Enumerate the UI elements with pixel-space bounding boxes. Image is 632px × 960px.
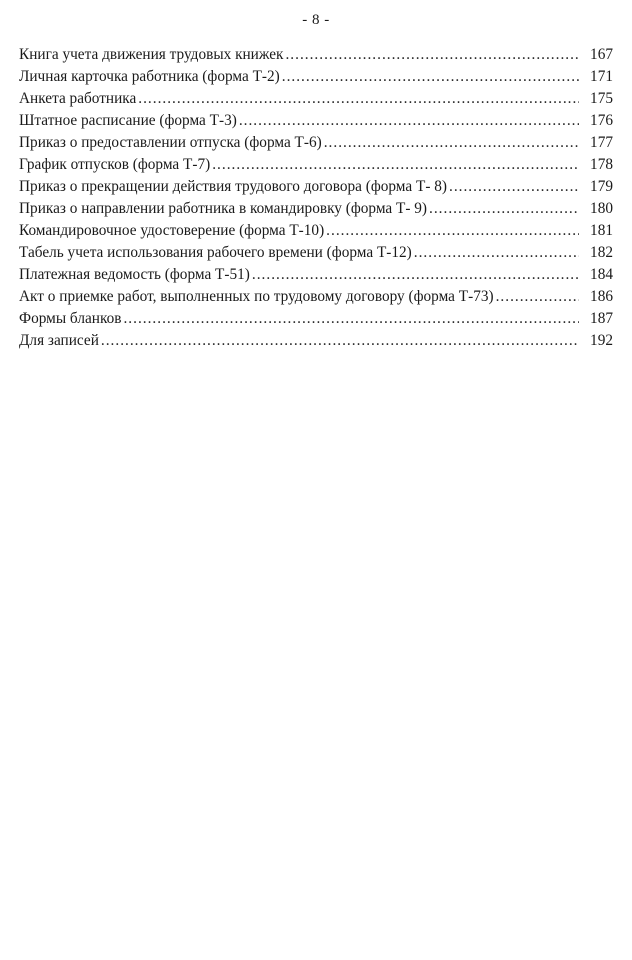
toc-entry-title: Для записей — [19, 332, 99, 349]
dot-leader — [212, 154, 579, 176]
dot-leader — [324, 132, 579, 154]
toc-entry-page: 177 — [590, 134, 613, 151]
toc-entry-page: 182 — [590, 244, 613, 261]
dot-leader — [449, 176, 579, 198]
dot-leader — [414, 242, 579, 264]
dot-leader — [282, 66, 579, 88]
toc-entry — [19, 330, 613, 352]
toc-entry-title: Личная карточка работника (форма Т-2) — [19, 68, 280, 85]
toc-entry — [19, 66, 613, 88]
toc-entry-page: 176 — [590, 112, 613, 129]
table-of-contents — [19, 44, 613, 352]
toc-entry-page: 179 — [590, 178, 613, 195]
toc-entry-title: Приказ о направлении работника в командировку (форма Т- 9) — [19, 200, 428, 217]
toc-entry-page: 167 — [590, 46, 613, 63]
toc-entry-title: Анкета работника — [19, 90, 137, 107]
toc-entry-title: Приказ о прекращении действия трудового договора (форма Т- 8) — [19, 178, 447, 195]
toc-entry-title: Формы бланков — [19, 310, 122, 327]
toc-entry-title: Приказ о предоставлении отпуска (форма Т-6) — [19, 134, 322, 151]
toc-entry-title: Акт о приемке работ, выполненных по трудовому договору (форма Т-73) — [19, 288, 494, 305]
toc-entry — [19, 154, 613, 176]
toc-entry-page: 175 — [590, 90, 613, 107]
toc-entry — [19, 110, 613, 132]
toc-entry-page: 186 — [590, 288, 613, 305]
toc-entry-title: Табель учета использования рабочего времени (форма Т-12) — [19, 244, 412, 261]
dot-leader — [285, 44, 579, 66]
toc-entry-page: 184 — [590, 266, 613, 283]
dot-leader — [252, 264, 579, 286]
dot-leader — [429, 198, 579, 220]
toc-entry — [19, 176, 613, 198]
toc-entry — [19, 198, 613, 220]
toc-entry-page: 187 — [590, 310, 613, 327]
toc-entry-title: График отпусков (форма Т-7) — [19, 156, 211, 173]
toc-entry-page: 180 — [590, 200, 613, 217]
page-number: - 8 - — [302, 12, 330, 28]
toc-entry-page: 171 — [590, 68, 613, 85]
toc-entry-page: 181 — [590, 222, 613, 239]
dot-leader — [326, 220, 579, 242]
dot-leader — [123, 308, 579, 330]
toc-entry-title: Книга учета движения трудовых книжек — [19, 46, 284, 63]
toc-entry-page: 192 — [590, 332, 613, 349]
toc-entry — [19, 286, 613, 308]
toc-entry — [19, 132, 613, 154]
toc-entry-title: Платежная ведомость (форма Т-51) — [19, 266, 250, 283]
toc-entry — [19, 264, 613, 286]
toc-entry — [19, 308, 613, 330]
toc-entry — [19, 220, 613, 242]
dot-leader — [496, 286, 579, 308]
dot-leader — [101, 330, 579, 352]
dot-leader — [239, 110, 579, 132]
dot-leader — [138, 88, 579, 110]
toc-entry-title: Командировочное удостоверение (форма Т-10) — [19, 222, 325, 239]
toc-entry-title: Штатное расписание (форма Т-3) — [19, 112, 237, 129]
toc-entry — [19, 44, 613, 66]
toc-entry — [19, 242, 613, 264]
toc-entry-page: 178 — [590, 156, 613, 173]
toc-entry — [19, 88, 613, 110]
